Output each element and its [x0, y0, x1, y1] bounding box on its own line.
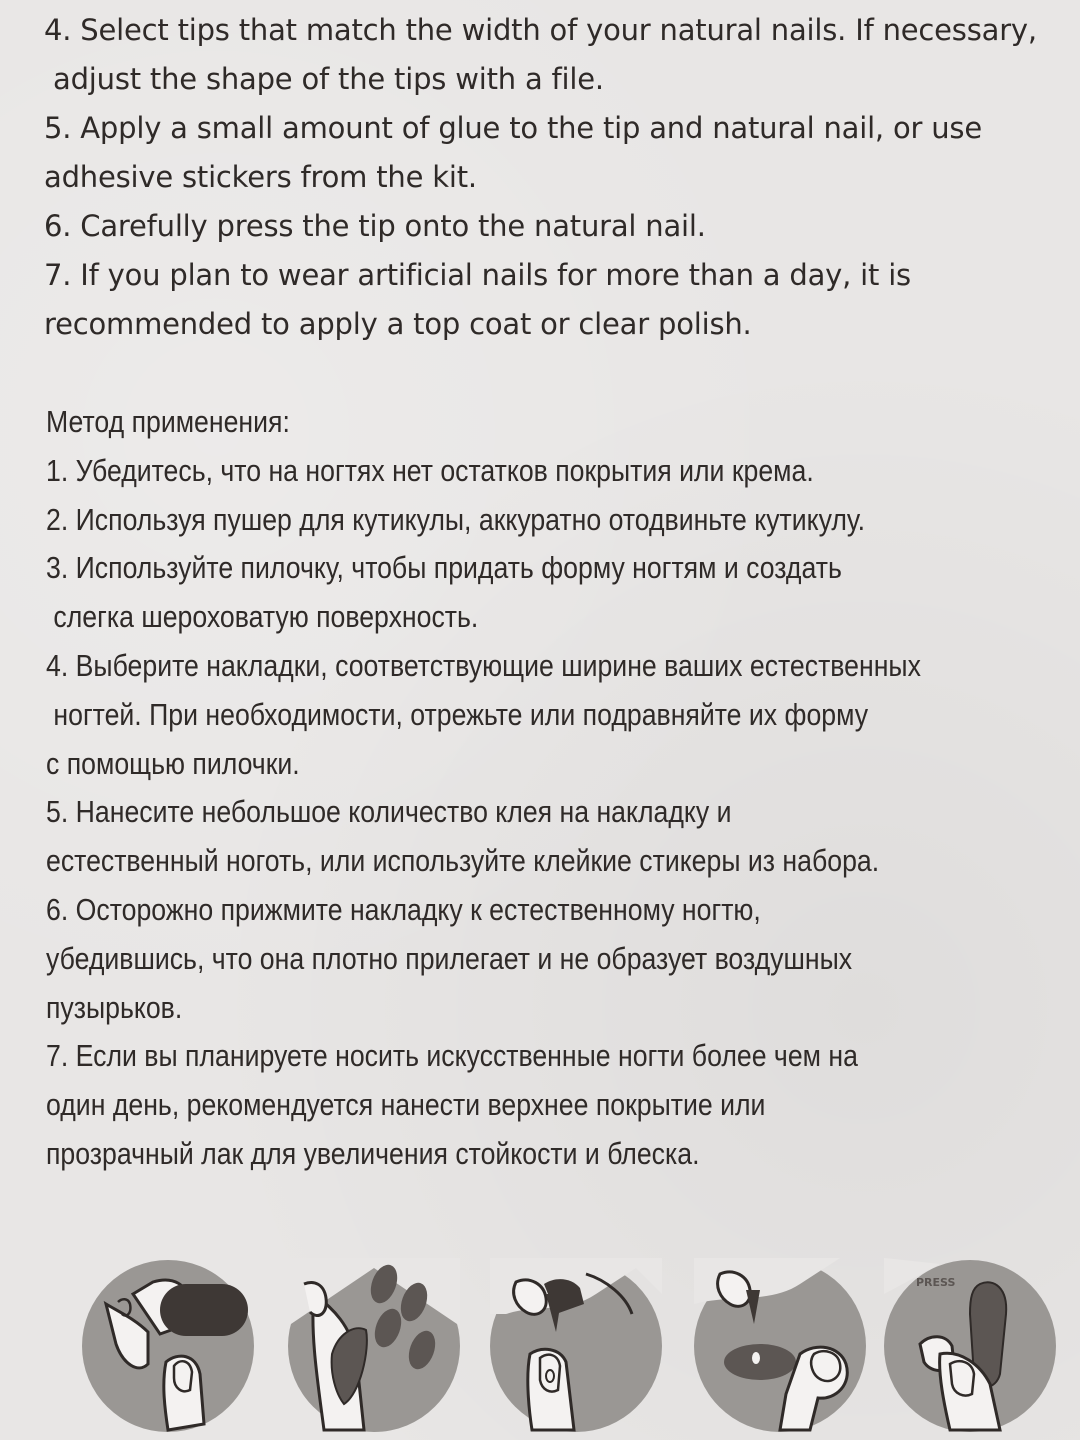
ru-step-6-line-1: 6. Осторожно прижмите накладку к естественному ногтю, — [46, 891, 761, 927]
en-step-4-line-1: 4. Select tips that match the width of your natural nails. If necessary, — [44, 13, 1037, 47]
ru-step-4-line-3: с помощью пилочки. — [46, 745, 300, 781]
en-step-5-line-1: 5. Apply a small amount of glue to the tip and natural nail, or use — [44, 111, 982, 145]
press-tip-icon — [880, 1254, 1060, 1434]
ru-step-7-line-1: 7. Если вы планируете носить искусственные ногти более чем на — [46, 1038, 858, 1074]
ru-step-3-line-1: 3. Используйте пилочку, чтобы придать форму ногтям и создать — [46, 550, 842, 586]
russian-instructions — [46, 398, 1069, 1179]
ru-step-7-line-2: один день, рекомендуется нанести верхнее покрытие или — [46, 1087, 766, 1123]
glue-on-nail-icon — [486, 1254, 666, 1434]
en-step-4-line-2: adjust the shape of the tips with a file. — [44, 62, 604, 96]
finger-file-icon — [78, 1254, 258, 1434]
ru-heading: Метод применения: — [46, 404, 290, 439]
ru-step-5-line-2: естественный ноготь, или используйте клейкие стикеры из набора. — [46, 843, 880, 879]
en-step-7-line-2: recommended to apply a top coat or clear polish. — [44, 307, 752, 341]
en-step-5-line-2: adhesive stickers from the kit. — [44, 160, 477, 194]
ru-step-6-line-2: убедившись, что она плотно прилегает и не образует воздушных — [46, 940, 853, 976]
en-step-6: 6. Carefully press the tip onto the natural nail. — [44, 209, 706, 243]
ru-step-3-line-2: слегка шероховатую поверхность. — [46, 599, 479, 635]
ru-step-2: 2. Используя пушер для кутикулы, аккуратно отодвиньте кутикулу. — [46, 501, 865, 537]
ru-step-7-line-3: прозрачный лак для увеличения стойкости и блеска. — [46, 1135, 700, 1171]
ru-step-5-line-1: 5. Нанесите небольшое количество клея на накладку и — [46, 794, 732, 830]
english-instructions — [44, 6, 1064, 349]
en-step-7-line-1: 7. If you plan to wear artificial nails for more than a day, it is — [44, 258, 911, 292]
nail-tips-selection-icon — [284, 1254, 464, 1434]
ru-step-4-line-1: 4. Выберите накладки, соответствующие ширине ваших естественных — [46, 647, 921, 683]
illustrations-row — [0, 1240, 1080, 1440]
ru-step-1: 1. Убедитесь, что на ногтях нет остатков покрытия или крема. — [46, 452, 814, 488]
ru-step-4-line-2: ногтей. При необходимости, отрежьте или подравняйте их форму — [46, 696, 869, 732]
press-label: PRESS — [916, 1276, 956, 1289]
glue-on-tip-icon — [690, 1254, 870, 1434]
ru-step-6-line-3: пузырьков. — [46, 989, 183, 1025]
